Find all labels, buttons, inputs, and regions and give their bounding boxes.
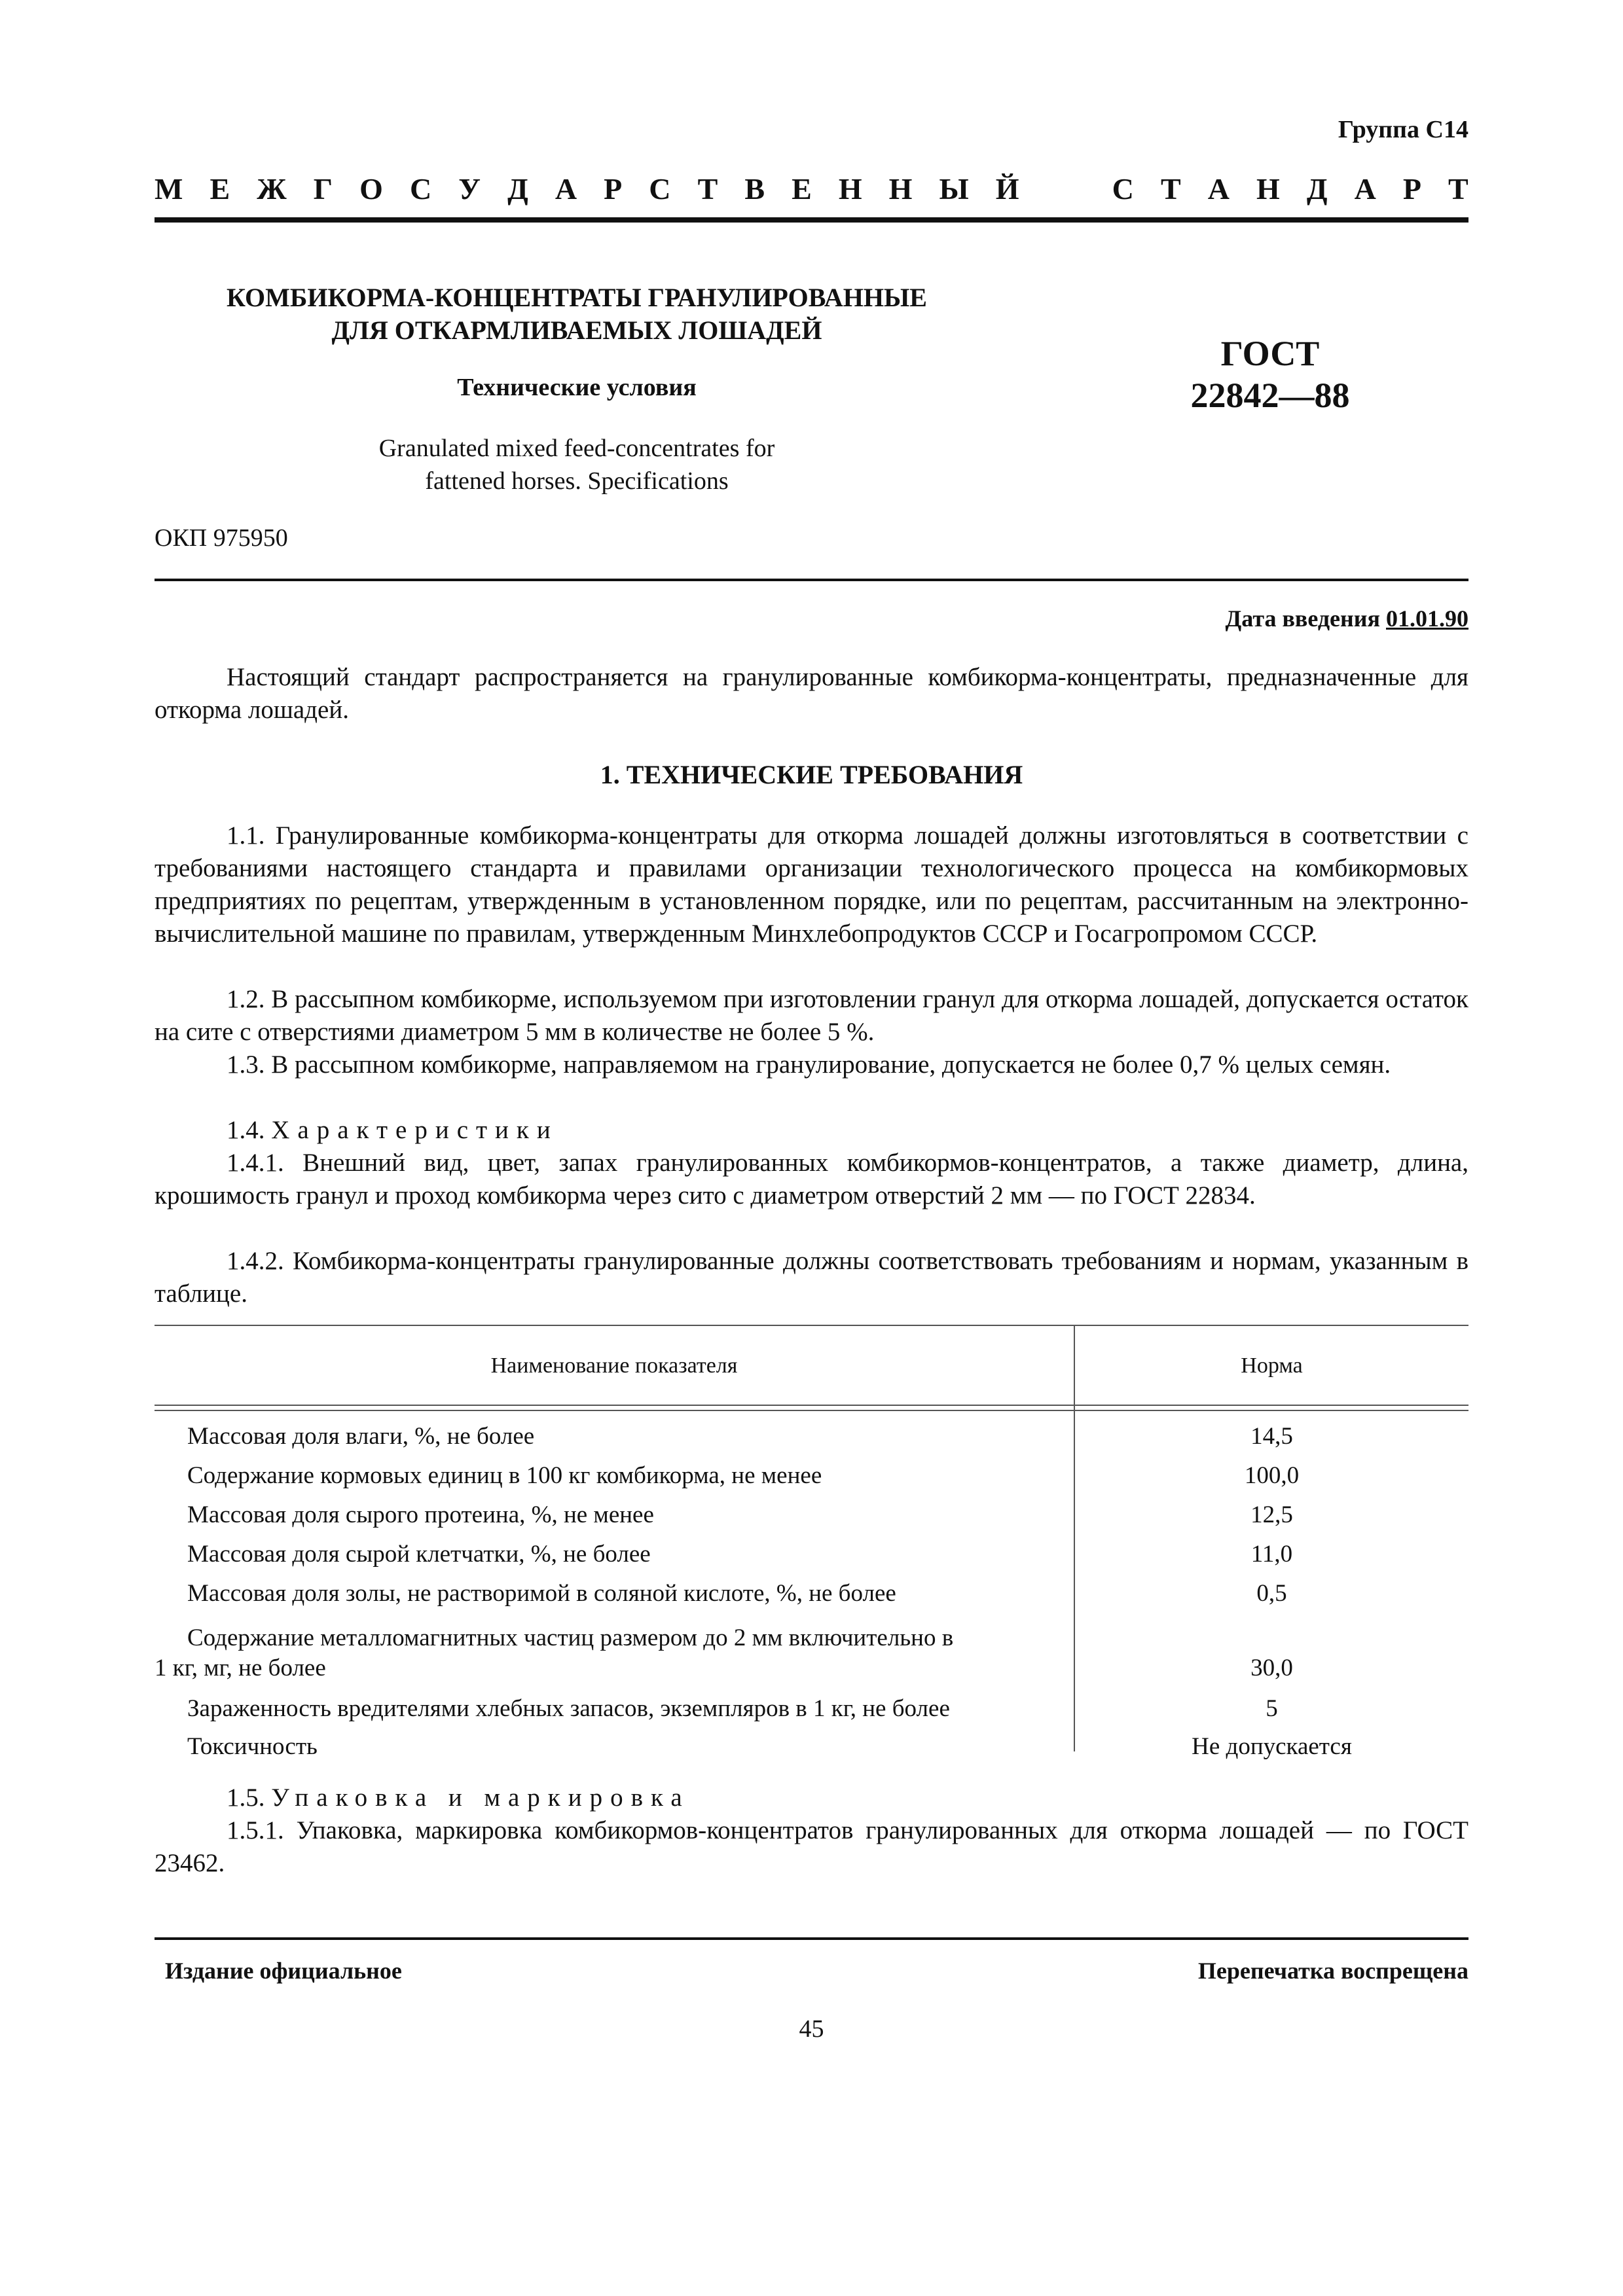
title-line-1: КОМБИКОРМА-КОНЦЕНТРАТЫ ГРАНУЛИРОВАННЫЕ: [227, 283, 927, 312]
document-title: [155, 281, 999, 347]
clause-1-5-title: Упаковка и маркировка: [271, 1784, 690, 1812]
table-row-name: Содержание кормовых единиц в 100 кг комбикорма, не менее: [187, 1462, 822, 1489]
table-header-name: Наименование показателя: [490, 1354, 738, 1378]
banner-letter: С: [649, 172, 671, 206]
footer-rule: [155, 1937, 1468, 1940]
banner-letter: Ы: [939, 172, 969, 206]
clause-1-2: 1.2. В рассыпном комбикорме, используемом при изготовлении гранул для откорма лошадей, допускается остаток на сите с отверстиями диаметром 5 мм в количестве не более 5 %.: [155, 985, 1468, 1046]
table-row-value: 12,5: [1250, 1501, 1293, 1528]
table-row-value: 5: [1266, 1695, 1278, 1722]
table-row-name: Массовая доля золы, не растворимой в соляной кислоте, %, не более: [187, 1580, 896, 1607]
clause-1-4-1: 1.4.1. Внешний вид, цвет, запах гранулированных комбикормов-концентратов, а также диаметр, длина, крошимость гранул и проход комбикорма через сито с диаметром отверстий 2 мм — по ГОСТ 22834.: [155, 1149, 1468, 1210]
title-line-2: ДЛЯ ОТКАРМЛИВАЕМЫХ ЛОШАДЕЙ: [331, 315, 822, 345]
banner-gap: [1046, 171, 1085, 206]
banner-letter: Т: [1448, 172, 1468, 206]
standard-banner: [155, 171, 1468, 206]
table-row-name: Содержание металломагнитных частиц размером до 2 мм включительно в 1 кг, мг, не более: [155, 1624, 954, 1681]
table-header-rule: [155, 1405, 1468, 1406]
clause-1-1: 1.1. Гранулированные комбикорма-концентраты для откорма лошадей должны изготовляться в соответствии с требованиями настоящего стандарта и правилами организации технологического процесса на комбикормовых предприятиях по рецептам, утвержденным в установленном порядке, или по рецептам, рассчитанным на электронно-вычислительной машине по правилам, утвержденным Минхлебопродуктов СССР и Госагропромом СССР.: [155, 821, 1468, 948]
banner-letter: Г: [313, 172, 333, 206]
banner-letter: Е: [210, 172, 230, 206]
okp-code: ОКП 975950: [155, 524, 288, 552]
banner-letter: Д: [507, 172, 528, 206]
table-row-value: 100,0: [1244, 1462, 1300, 1489]
clause-1-4-2: 1.4.2. Комбикорма-концентраты гранулированные должны соответствовать требованиям и нормам, указанным в таблице.: [155, 1247, 1468, 1308]
banner-letter: С: [409, 172, 432, 206]
banner-letter: Т: [697, 172, 718, 206]
banner-letter: Н: [1256, 172, 1280, 206]
banner-letter: Т: [1160, 172, 1181, 206]
banner-letter: Д: [1306, 172, 1328, 206]
banner-letter: Й: [995, 172, 1019, 206]
clause-1-4-title: Характеристики: [271, 1116, 558, 1144]
table-header-norm: Норма: [1241, 1354, 1303, 1378]
banner-letter: Р: [1402, 172, 1421, 206]
table-row-value: Не допускается: [1192, 1733, 1352, 1760]
banner-letter: С: [1112, 172, 1134, 206]
banner-letter: А: [1354, 172, 1376, 206]
english-title: [155, 432, 999, 497]
header-rule: [155, 217, 1468, 223]
section-heading: 1. ТЕХНИЧЕСКИЕ ТРЕБОВАНИЯ: [600, 760, 1023, 789]
clause-1-4-number: 1.4.: [227, 1116, 265, 1144]
intro-paragraph: Настоящий стандарт распространяется на гранулированные комбикорма-концентраты, предназначенные для откорма лошадей.: [155, 663, 1468, 724]
banner-letter: А: [555, 172, 577, 206]
gost-number: 22842—88: [1190, 376, 1350, 415]
banner-letter: В: [744, 172, 765, 206]
banner-letter: Н: [888, 172, 913, 206]
page-number: 45: [799, 2015, 824, 2043]
table-row-value: 11,0: [1250, 1541, 1293, 1568]
table-top-border: [155, 1325, 1468, 1326]
gost-designation: [1106, 332, 1434, 416]
banner-letter: Е: [792, 172, 812, 206]
table-row-value: 30,0: [1250, 1655, 1293, 1681]
table-column-divider: [1074, 1325, 1075, 1751]
effective-date: [1226, 605, 1469, 632]
clause-1-5-1: 1.5.1. Упаковка, маркировка комбикормов-концентратов гранулированных для откорма лошадей — по ГОСТ 23462.: [155, 1816, 1468, 1877]
clause-1-5-heading: [227, 1782, 1468, 1814]
gost-label: ГОСТ: [1220, 334, 1320, 373]
title-rule: [155, 579, 1468, 581]
table-row-name: Зараженность вредителями хлебных запасов, экземпляров в 1 кг, не более: [187, 1695, 950, 1722]
date-value: 01.01.90: [1386, 605, 1468, 632]
table-header-rule-2: [155, 1410, 1468, 1411]
banner-letter: Н: [838, 172, 862, 206]
banner-letter: А: [1207, 172, 1230, 206]
table-row-name: Массовая доля влаги, %, не более: [187, 1423, 535, 1450]
edition-note: Издание официальное: [165, 1958, 402, 1984]
reprint-note: Перепечатка воспрещена: [1197, 1958, 1468, 1984]
table-row-value: 0,5: [1256, 1580, 1287, 1607]
clause-1-3: 1.3. В рассыпном комбикорме, направляемом на гранулирование, допускается не более 0,7 % целых семян.: [227, 1050, 1391, 1079]
banner-letter: М: [155, 172, 183, 206]
banner-letter: Р: [604, 172, 623, 206]
table-row-name: Токсичность: [187, 1733, 318, 1760]
clause-1-4-heading: [227, 1114, 1468, 1147]
group-label: Группа С14: [1338, 116, 1468, 143]
table-row-name: Массовая доля сырого протеина, %, не менее: [187, 1501, 654, 1528]
banner-letter: У: [458, 172, 481, 206]
english-title-line-1: Granulated mixed feed-concentrates for: [378, 435, 775, 462]
document-subtitle: Технические условия: [457, 374, 697, 401]
banner-letter: О: [359, 172, 383, 206]
table-row-name: Массовая доля сырой клетчатки, %, не более: [187, 1541, 651, 1568]
clause-1-5-number: 1.5.: [227, 1784, 265, 1812]
table-row-value: 14,5: [1250, 1423, 1293, 1450]
banner-letter: Ж: [257, 172, 287, 206]
date-label: Дата введения: [1225, 605, 1380, 632]
english-title-line-2: fattened horses. Specifications: [425, 467, 729, 495]
